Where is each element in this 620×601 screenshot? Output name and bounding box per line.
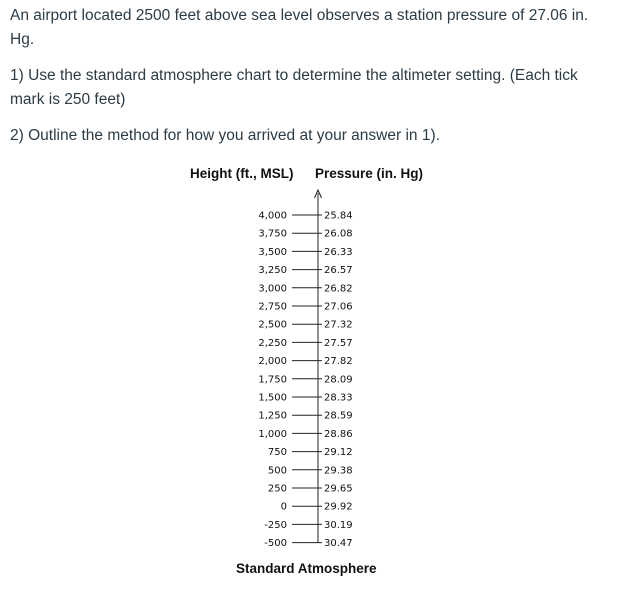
pressure-tick-label: 29.38 [324,465,353,477]
pressure-tick-label: 27.82 [324,356,353,368]
pressure-tick-label: 26.33 [324,246,353,258]
question-paragraph-1: An airport located 2500 feet above sea level observes a station pressure of 27.06 in. Hg. [10,7,589,48]
height-tick-label: 2,500 [258,319,287,331]
pressure-tick-label: 26.82 [324,283,353,295]
question-paragraph-2: 1) Use the standard atmosphere chart to determine the altimeter setting. (Each tick mark is 250 feet) [10,67,578,108]
pressure-tick-label: 28.59 [324,410,353,422]
pressure-tick-label: 26.08 [324,228,353,240]
height-tick-label: 1,250 [258,410,287,422]
height-tick-label: 4,000 [258,210,287,222]
height-tick-label: 3,750 [258,228,287,240]
pressure-tick-label: 25.84 [324,210,353,222]
pressure-tick-label: 30.47 [324,538,353,550]
height-tick-label: 1,500 [258,392,287,404]
chart-caption: Standard Atmosphere [236,561,377,576]
height-tick-label: 2,000 [258,356,287,368]
pressure-tick-label: 29.92 [324,501,353,513]
height-tick-label: 1,000 [258,428,287,440]
pressure-tick-label: 28.09 [324,374,353,386]
height-tick-label: 3,250 [258,265,287,277]
question-paragraph-3: 2) Outline the method for how you arrived at your answer in 1). [10,127,440,144]
height-tick-label: 1,750 [258,374,287,386]
pressure-tick-label: 28.33 [324,392,353,404]
pressure-tick-label: 27.32 [324,319,353,331]
height-tick-label: 500 [267,465,287,477]
height-tick-label: -250 [264,519,287,531]
pressure-tick-label: 29.12 [324,447,353,459]
pressure-tick-label: 26.57 [324,265,353,277]
height-tick-label: 250 [267,483,287,495]
pressure-tick-label: 29.65 [324,483,353,495]
pressure-tick-label: 27.06 [324,301,353,313]
pressure-tick-label: 30.19 [324,519,353,531]
pressure-tick-label: 27.57 [324,337,353,349]
height-tick-label: -500 [264,538,287,550]
pressure-column-header: Pressure (in. Hg) [315,166,424,181]
height-tick-label: 2,250 [258,337,287,349]
height-tick-label: 3,500 [258,246,287,258]
height-tick-label: 750 [267,447,287,459]
pressure-tick-label: 28.86 [324,428,353,440]
height-tick-label: 0 [280,501,287,513]
height-tick-label: 3,000 [258,283,287,295]
height-tick-label: 2,750 [258,301,287,313]
height-column-header: Height (ft., MSL) [190,166,294,181]
